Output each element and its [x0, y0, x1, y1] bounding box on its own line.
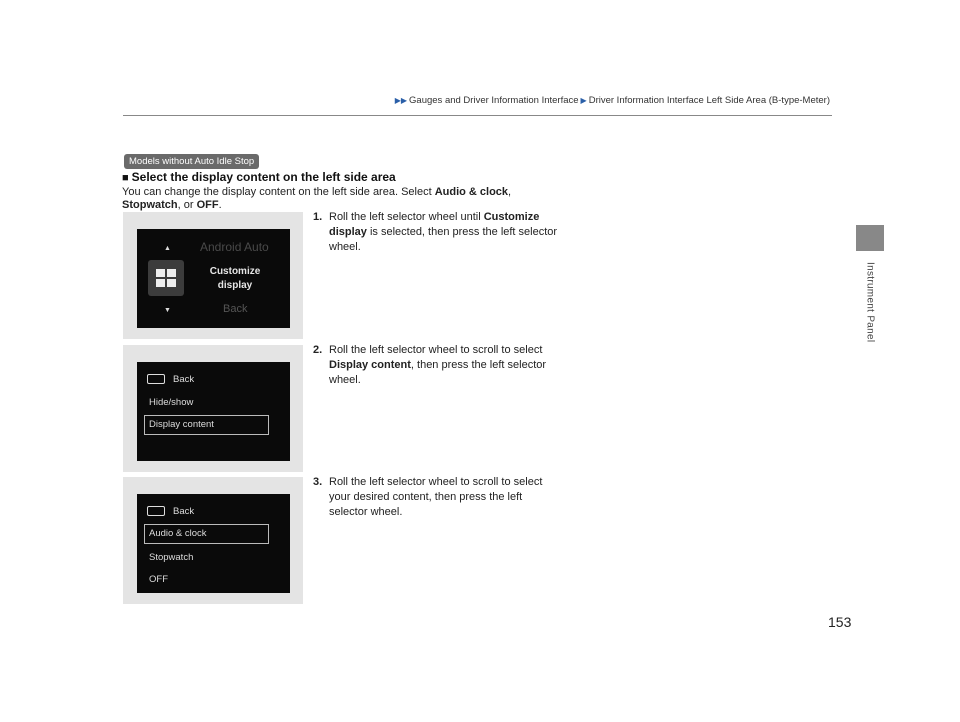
menu-item-audio-clock: Audio & clock — [144, 524, 269, 544]
breadcrumb — [393, 95, 830, 106]
breadcrumb-parent[interactable]: Gauges and Driver Information Interface — [409, 95, 579, 106]
model-badge: Models without Auto Idle Stop — [124, 154, 259, 169]
meter-display — [137, 362, 290, 461]
back-label: Back — [173, 505, 195, 517]
back-label: Back — [173, 373, 195, 385]
scroll-up-icon: ▲ — [164, 245, 171, 252]
section-tab-label: Instrument Panel — [864, 262, 876, 343]
screen-image-1 — [123, 212, 303, 339]
page-number: 153 — [828, 614, 852, 630]
screen-image-2 — [123, 345, 303, 472]
double-arrow-icon: ▶▶ — [394, 96, 408, 105]
screen-image-3 — [123, 477, 303, 604]
section-title-text: Select the display content on the left side area — [131, 170, 396, 184]
header-divider — [123, 115, 832, 116]
menu-item-current: Customize display — [209, 266, 261, 291]
breadcrumb-current[interactable]: Driver Information Interface Left Side Area (B-type-Meter) — [588, 95, 830, 106]
arrow-icon: ▶ — [580, 96, 587, 105]
step-2: 2. Roll the left selector wheel to scroll to select Display content, then press the left selector wheel. — [313, 344, 547, 386]
back-row — [147, 372, 194, 386]
intro-paragraph: You can change the display content on the left side area. Select Audio & clock, Stopwatch, or OFF. — [122, 186, 512, 211]
back-icon — [147, 374, 165, 384]
menu-item-next: Back — [223, 303, 248, 315]
step-3: 3. Roll the left selector wheel to scroll to select your desired content, then press the left selector wheel. — [313, 476, 543, 518]
menu-item-stopwatch: Stopwatch — [149, 552, 194, 563]
meter-display — [137, 229, 290, 328]
square-bullet-icon: ■ — [122, 172, 129, 184]
back-row — [147, 504, 194, 518]
back-icon — [147, 506, 165, 516]
scroll-down-icon: ▼ — [164, 307, 171, 314]
step-1: 1. Roll the left selector wheel until Customize display is selected, then press the left selector wheel. — [313, 211, 558, 253]
section-tab — [856, 225, 884, 251]
menu-item-hide-show: Hide/show — [149, 397, 194, 408]
customize-icon — [148, 260, 184, 296]
menu-item-off: OFF — [149, 574, 168, 585]
meter-display — [137, 494, 290, 593]
menu-item-display-content: Display content — [144, 415, 269, 435]
menu-item-prev: Android Auto — [200, 240, 269, 254]
section-title — [122, 170, 396, 184]
